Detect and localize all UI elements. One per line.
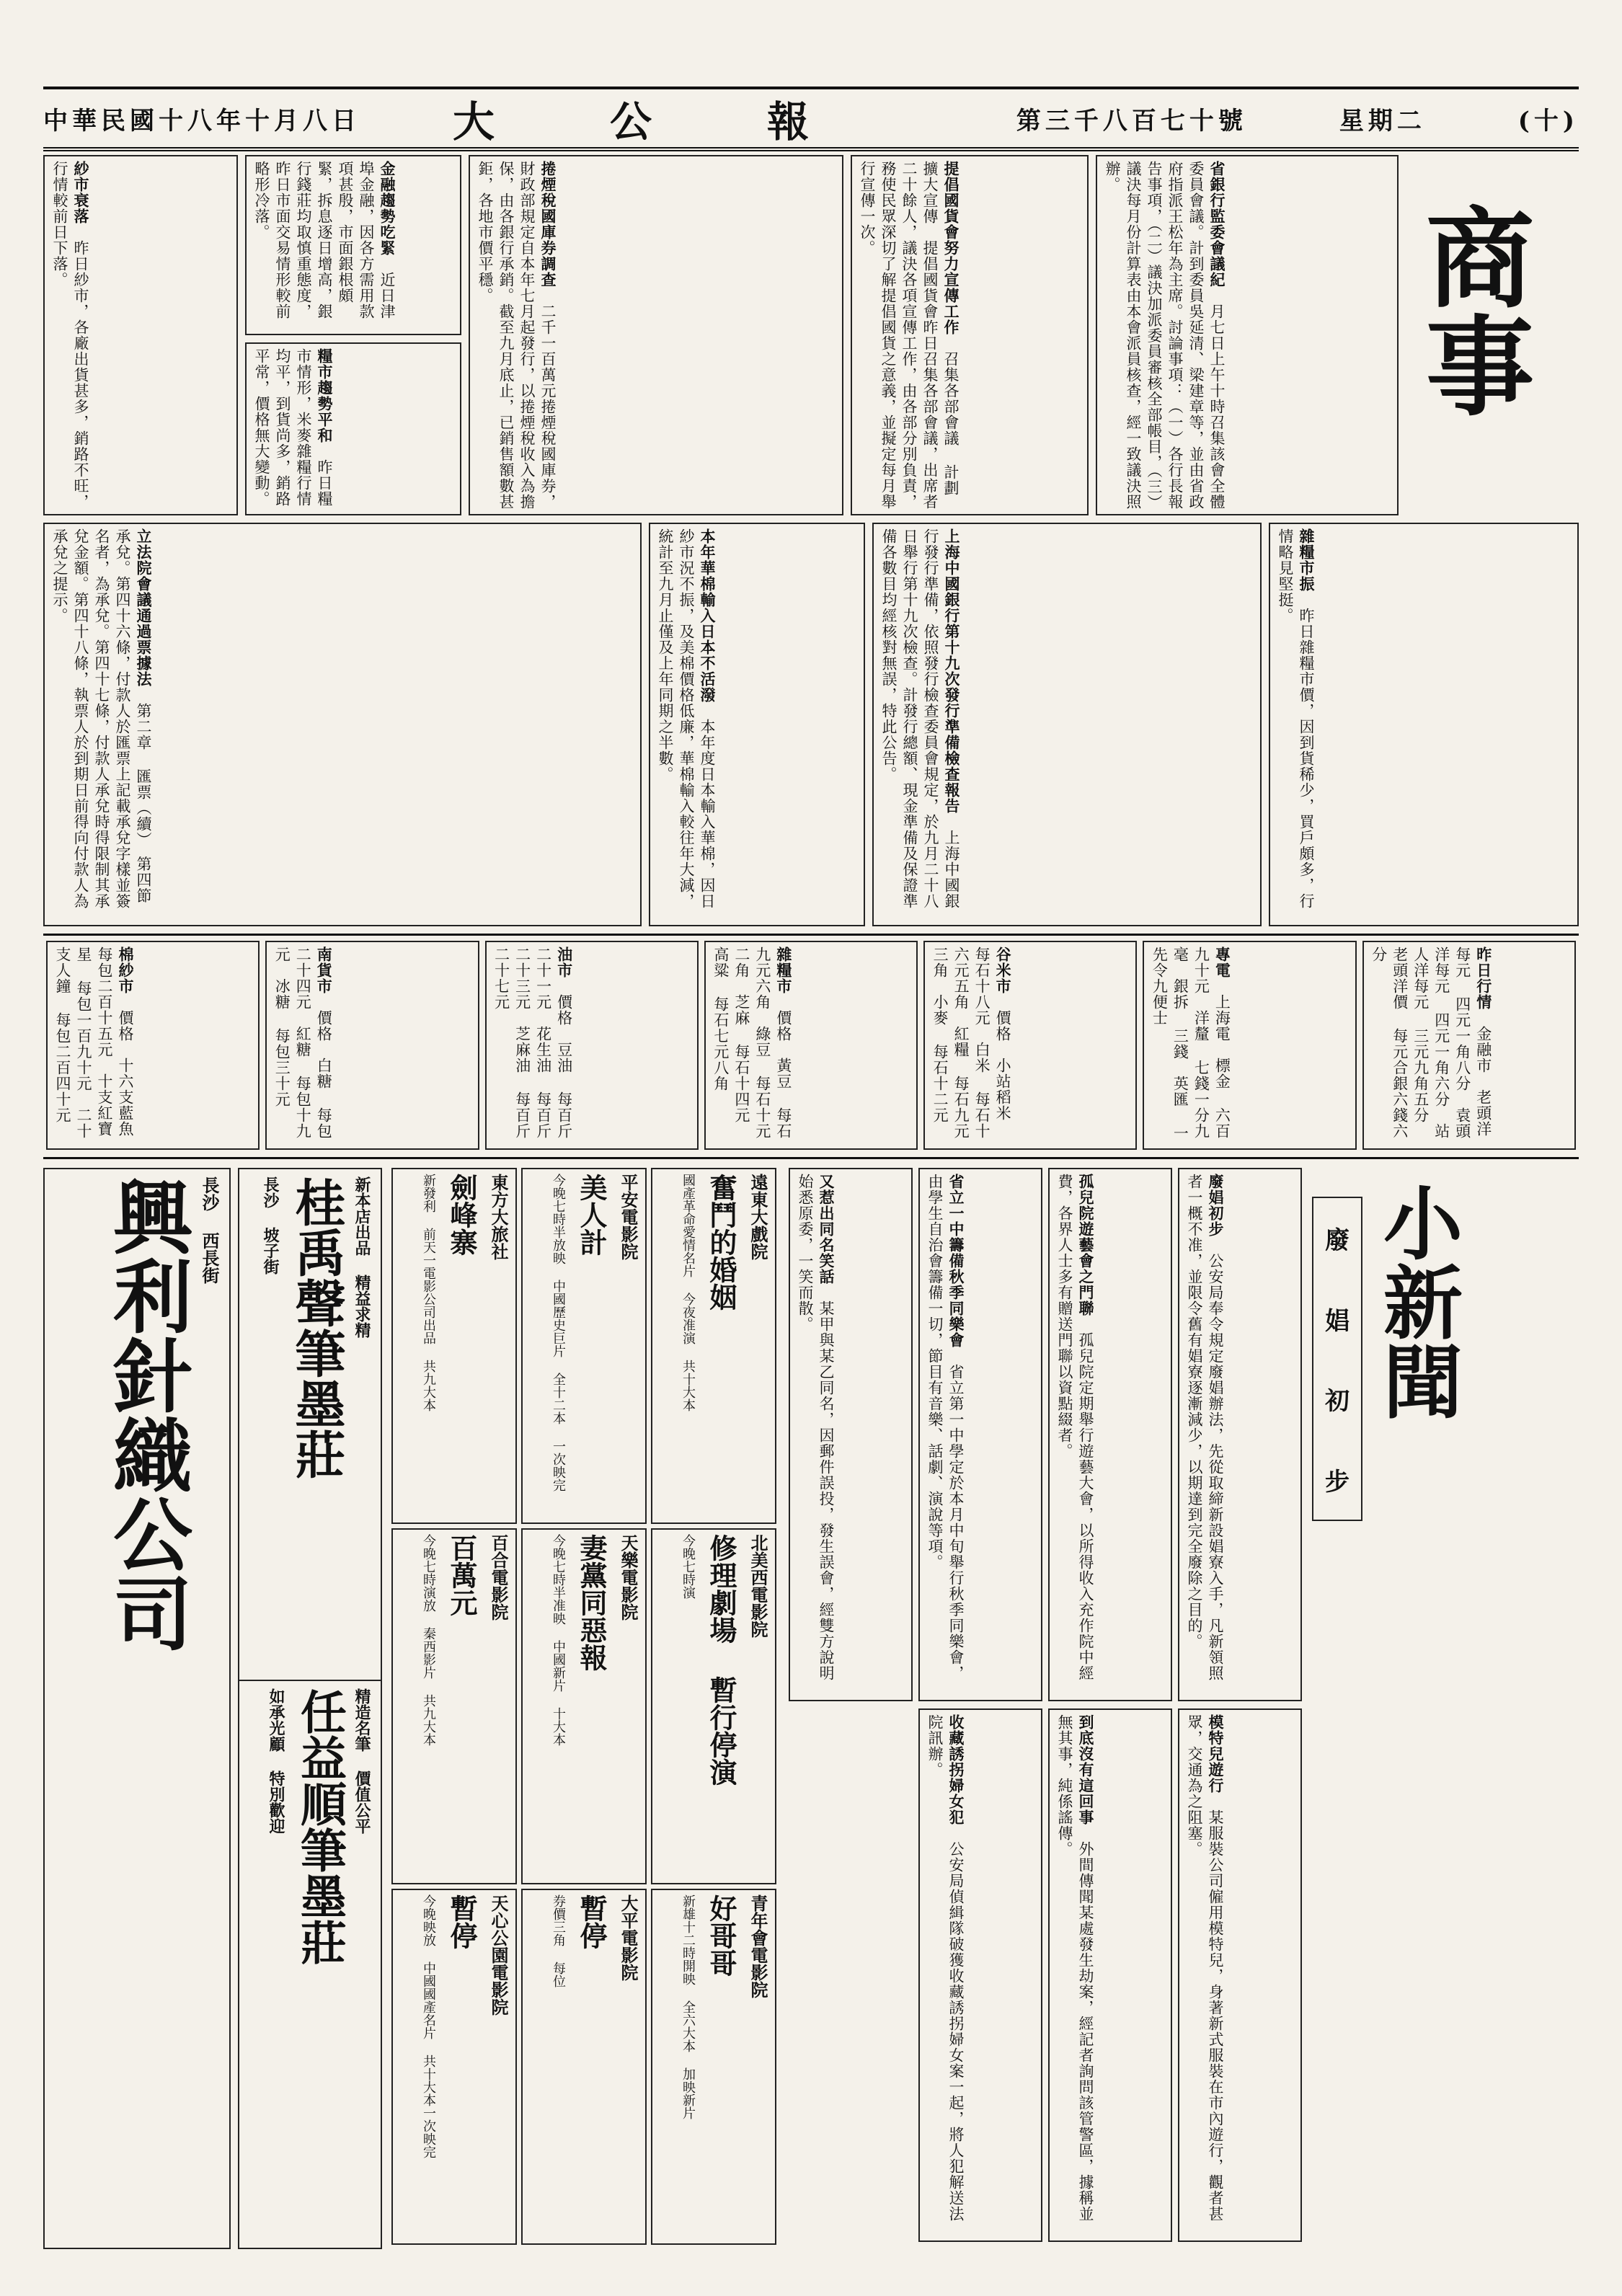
masthead — [43, 87, 1579, 151]
market-table — [485, 941, 699, 1150]
market-row: 冰糖 每包三十元 — [273, 978, 291, 1107]
market-row: 十支紅寶星 每包一百九十元 — [75, 947, 113, 1137]
ad-location: 長沙 坡子街 — [261, 1176, 280, 1275]
article-headline: 雜糧市振 — [1298, 528, 1316, 592]
article-body: 提倡國貨會昨日召集各部會議，出席者二十餘人，議決各項宣傳工作，由各部分別負責，務使民眾深切了解提倡國貨之意義，並擬定每月舉行宣傳一次。 — [859, 161, 939, 510]
article-body: 昨日雜糧市價，因到貨稀少，買戶頗多，行情略見堅挺。 — [1277, 528, 1315, 909]
article-headline: 本年華棉輸入日本不活潑 — [699, 528, 717, 703]
film-title: 奮鬥的婚姻 — [705, 1174, 737, 1311]
market-row: 黃豆 每石九元六角 — [753, 947, 792, 1139]
market-row: 白米 每石十六元五角 — [952, 947, 991, 1139]
film-info: 券價三角 每位 — [551, 1894, 566, 1987]
article-headline: 收藏誘拐婦女犯 — [947, 1714, 965, 1825]
column-heading: 步 — [1325, 1467, 1350, 1497]
article-cotton — [649, 523, 865, 926]
ad-tagline: 新本店出品 精益求精 — [353, 1176, 371, 1338]
market-row: 豆油 每百斤二十一元 — [534, 947, 573, 1139]
ad-company-name: 興利針織公司 — [100, 1176, 193, 1652]
market-row: 標金 六百九十元 — [1192, 947, 1231, 1139]
article-body: 第四節 承兌。第四十六條，付款人於匯票上記載承兌字樣並簽名者，為承兌。第四十七條，付款人承兌時得限制其承兌金額。第四十八條，執票人於到期日前得向付款人為承兌之提示。 — [51, 528, 152, 909]
market-table-sub: 金融市 — [1474, 1026, 1492, 1073]
market-table-sub: 價格 — [994, 1010, 1012, 1042]
article-body: 公安局奉令規定廢娼辦法，先從取締新設娼寮入手，凡新領照者一概不准，並限令舊有娼寮逐漸減少，以期達到完全廢除之目的。 — [1186, 1174, 1224, 1681]
article-headline: 提倡國貨會努力宣傳工作 — [942, 161, 960, 335]
column-heading: 廢 — [1325, 1226, 1350, 1256]
film-title: 好哥哥 — [705, 1894, 737, 1977]
market-table-sub: 價格 — [555, 994, 573, 1026]
market-table — [46, 941, 260, 1150]
film-title: 暫停 — [575, 1894, 608, 1949]
theater-ad — [391, 1168, 517, 1524]
market-table-title: 棉紗市 — [117, 947, 135, 994]
article-misc-grain — [1269, 523, 1579, 926]
article-headline: 省銀行監委會議紀 — [1208, 161, 1226, 288]
theater-name: 天樂電影院 — [618, 1534, 639, 1621]
article-body: 某服裝公司僱用模特兒，身著新式服裝在市內遊行，觀者甚眾，交通為之阻塞。 — [1186, 1714, 1224, 2222]
market-row: 袁頭洋每元 四元一角六分 — [1432, 947, 1471, 1139]
supplement-article — [789, 1168, 913, 1701]
article-subhead: 召集各部會議 計劃擴大宣傳 — [921, 161, 960, 496]
market-row: 站人洋每元 三元九角五分 — [1412, 947, 1450, 1139]
market-row: 芝麻油 每百斤二十七元 — [492, 947, 531, 1139]
market-row: 高粱 每石七元八角 — [712, 947, 730, 1091]
theater-name: 東方大旅社 — [488, 1174, 509, 1260]
article-headline: 孤兒院遊藝會之門聯 — [1077, 1174, 1095, 1316]
market-row: 老頭洋每元 四元一角八分 — [1453, 947, 1492, 1137]
theater-name: 平安電影院 — [618, 1174, 639, 1260]
masthead-issue: 第三千八百七十號 — [1016, 106, 1247, 136]
divider-line — [43, 934, 1579, 936]
column-heading: 初 — [1325, 1387, 1350, 1417]
article-headline: 金融趨勢吃緊 — [378, 161, 396, 256]
ad-shop-name: 任益順筆墨莊 — [293, 1688, 347, 1965]
film-title: 美人計 — [575, 1174, 608, 1256]
article-headline: 省立一中籌備秋季同樂會 — [947, 1174, 965, 1348]
market-row: 紅糧 每石九元三角 — [931, 947, 970, 1139]
article-bank-board — [1096, 155, 1399, 515]
film-info: 今晚七時演 — [681, 1534, 696, 1599]
ad-location: 長沙 西長街 — [199, 1176, 220, 1284]
market-table-title: 雜糧市 — [774, 947, 793, 994]
theater-ad — [521, 1168, 647, 1524]
film-title: 百萬元 — [446, 1534, 478, 1616]
film-info: 今晚七時半放映 中國歷史巨片 全十二本 一次映完 — [551, 1174, 566, 1491]
market-table-title: 南貨市 — [315, 947, 334, 994]
theater-ad — [651, 1889, 776, 2245]
market-row: 綠豆 每石十元二角 — [732, 947, 771, 1139]
article-headline: 捲煙稅國庫券調查 — [539, 161, 557, 288]
article-body: 昨日糧市情形，米麥雜糧行情均平，到貨尚多，銷路平常，價格無大變動。 — [253, 348, 333, 507]
market-row: 英匯 一先令九便士 — [1151, 947, 1189, 1141]
theater-name: 百合電影院 — [488, 1534, 509, 1621]
article-body: 省立第一中學定於本月中旬舉行秋季同樂會，由學生自治會籌備一切，節目有音樂、話劇、演說等項。 — [926, 1174, 965, 1681]
divider-line — [43, 1157, 1579, 1159]
market-table-sub: 價格 — [774, 1010, 792, 1042]
article-body: 孤兒院定期舉行遊藝大會，以所得收入充作院中經費，各界人士多有贈送門聯以資點綴者。 — [1056, 1174, 1094, 1681]
masthead-date: 中華民國十八年十月八日 — [43, 106, 360, 136]
theater-name: 青年會電影院 — [748, 1894, 768, 1998]
film-title: 修理劇場 暫行停演 — [705, 1534, 737, 1786]
market-table-sub: 價格 — [315, 1010, 333, 1042]
article-headline: 又惹出同名笑話 — [817, 1174, 836, 1285]
film-title: 妻黨同惡報 — [575, 1534, 608, 1671]
article-headline: 廢娼初步 — [1207, 1174, 1225, 1237]
film-info: 新發利 前天一電影公司出品 共九大本 — [421, 1174, 436, 1411]
article-yarn — [43, 155, 238, 515]
theater-ad — [391, 1528, 517, 1884]
market-row: 老頭洋價 每元合銀六錢六分 — [1370, 947, 1409, 1139]
article-headline: 立法院會議通過票據法 — [135, 528, 153, 687]
film-info: 今晚七時演放 秦西影片 共九大本 — [421, 1534, 436, 1746]
market-table-title: 專電 — [1213, 947, 1232, 978]
column-heading: 娼 — [1325, 1306, 1350, 1336]
article-national-goods — [851, 155, 1089, 515]
masthead-weekday: 星期二 — [1339, 106, 1426, 136]
supplement-article — [918, 1708, 1042, 2242]
market-table-title: 昨日行情 — [1474, 947, 1493, 1010]
film-title: 劍峰寨 — [446, 1174, 478, 1256]
market-table-sub: 價格 — [117, 1010, 134, 1042]
market-table-title: 油市 — [555, 947, 574, 978]
article-body: 昨日紗市，各廠出貨甚多，銷路不旺，行情較前日下落。 — [51, 161, 89, 510]
market-table — [1362, 941, 1576, 1150]
market-table — [1143, 941, 1356, 1150]
film-title: 暫停 — [446, 1894, 478, 1949]
article-negotiable-instruments — [43, 523, 642, 926]
market-row: 花生油 每百斤二十三元 — [513, 947, 552, 1139]
article-body: 本年度日本輸入華棉，因日紗市況不振，及美棉價格低廉，華棉輸入較往年大減，統計至九月止僅及上年同期之半數。 — [657, 528, 716, 909]
market-row: 小站稻米 每石十八元 — [973, 947, 1012, 1121]
market-row: 十六支藍魚 每包二百十五元 — [96, 947, 134, 1137]
theater-name: 北美西電影院 — [748, 1534, 768, 1638]
article-grain — [245, 342, 461, 515]
ad-tagline: 精造名筆 價值公平 — [353, 1688, 371, 1834]
theater-ad — [521, 1889, 647, 2245]
theater-ad — [651, 1168, 776, 1524]
ad-shop-name: 桂禹聲筆墨莊 — [287, 1176, 347, 1479]
article-body: 近日津埠金融，因各方需用款項甚殷，市面銀根頗緊，拆息逐日增高，銀行錢莊均取慎重態度，昨日市面交易情形較前略形冷落。 — [253, 161, 396, 319]
film-info: 今晚映放 中國國產名片 共十大本一次映完 — [421, 1894, 436, 2158]
article-tobacco-bonds — [469, 155, 843, 515]
masthead-title: 大公報 — [452, 97, 924, 146]
article-body: 月七日上午十時召集該會全體委員會議。計到委員吳延清、梁建章等，並由省政府指派王松年為主席。討論事項：（一）各行長報告事項，（二）議決加派委員審核全部帳目，（三）議決每月份計算表由本會派員核查，經一致議決照辦。 — [1104, 161, 1226, 510]
ad-notes: 如承光顧 特別歡迎 — [267, 1688, 285, 1834]
film-info: 新雄十二時開映 全六大本 加映新片 — [681, 1894, 696, 2119]
supplement-article — [1178, 1708, 1302, 2242]
article-body: 上海中國銀行發行準備，依照發行檢查委員會規定，於九月二十八日舉行第十九次檢查。計發行總額、現金準備及保證準備各數目均經核對無誤，特此公告。 — [880, 528, 960, 909]
theater-name: 大平電影院 — [618, 1894, 639, 1981]
market-row: 洋釐 七錢一分九毫 — [1171, 947, 1210, 1139]
market-table — [923, 941, 1137, 1150]
theater-name: 遠東大戲院 — [748, 1174, 768, 1260]
article-bank-of-china — [872, 523, 1262, 926]
market-table — [265, 941, 479, 1150]
theater-name: 天心公園電影院 — [488, 1894, 509, 2016]
supplement-article — [918, 1168, 1042, 1701]
supplement-section-title: 小新聞 — [1370, 1182, 1463, 1420]
market-row: 紅糖 每包十九元 — [273, 947, 312, 1139]
supplement-article — [1048, 1708, 1172, 2242]
article-headline: 紗市衰落 — [72, 161, 90, 224]
article-body: 某甲與某乙同名，因郵件誤投，發生誤會，經雙方說明始悉原委，一笑而散。 — [797, 1174, 835, 1681]
market-table-title: 谷米市 — [994, 947, 1013, 994]
market-row: 二十支人鐘 每包二百四十元 — [54, 947, 92, 1139]
supplement-article — [1178, 1168, 1302, 1701]
article-body: 公安局偵緝隊破獲收藏誘拐婦女案一起，將人犯解送法院訊辦。 — [926, 1714, 965, 2222]
masthead-page: (十) — [1517, 106, 1579, 136]
article-headline: 到底沒有這回事 — [1077, 1714, 1095, 1825]
theater-ad — [521, 1528, 647, 1884]
market-row: 銀拆 三錢 — [1171, 978, 1189, 1060]
market-table-sub: 上海電 — [1213, 994, 1231, 1042]
film-info: 今晚七時半准映 中國新片 十大本 — [551, 1534, 566, 1746]
ad-knitting-company — [43, 1168, 231, 2249]
theater-ad — [651, 1528, 776, 1884]
article-body: 外間傳聞某處發生劫案，經記者詢問該管警區，據稱並無其事，純係謠傳。 — [1056, 1714, 1094, 2222]
market-row: 白糖 每包二十四元 — [294, 947, 333, 1139]
supplement-article — [1048, 1168, 1172, 1701]
market-row: 芝麻 每石十四元 — [732, 994, 750, 1123]
theater-ad — [391, 1889, 517, 2245]
article-finance — [245, 155, 461, 335]
film-info: 國產革命愛情名片 今夜准演 共十大本 — [681, 1174, 696, 1411]
market-row: 小麥 每石十二元 — [931, 994, 949, 1123]
article-headline: 糧市趨勢平和 — [316, 348, 334, 443]
article-subhead: 第二章 匯票（續） — [135, 703, 152, 841]
article-headline: 模特兒遊行 — [1207, 1714, 1225, 1794]
article-headline: 上海中國銀行第十九次發行準備檢查報告 — [943, 528, 961, 814]
ad-pen-shop-ren — [238, 1680, 382, 2249]
commerce-section-title: 商事 — [1407, 202, 1534, 418]
supplement-column-headings — [1312, 1197, 1362, 1521]
market-table — [704, 941, 918, 1150]
article-body: 二千一百萬元捲煙稅國庫券，財政部規定自本年七月起發行，以捲煙稅收入為擔保，由各銀行承銷。截至九月底止，已銷售額數甚鉅，各地市價平穩。 — [477, 161, 557, 510]
